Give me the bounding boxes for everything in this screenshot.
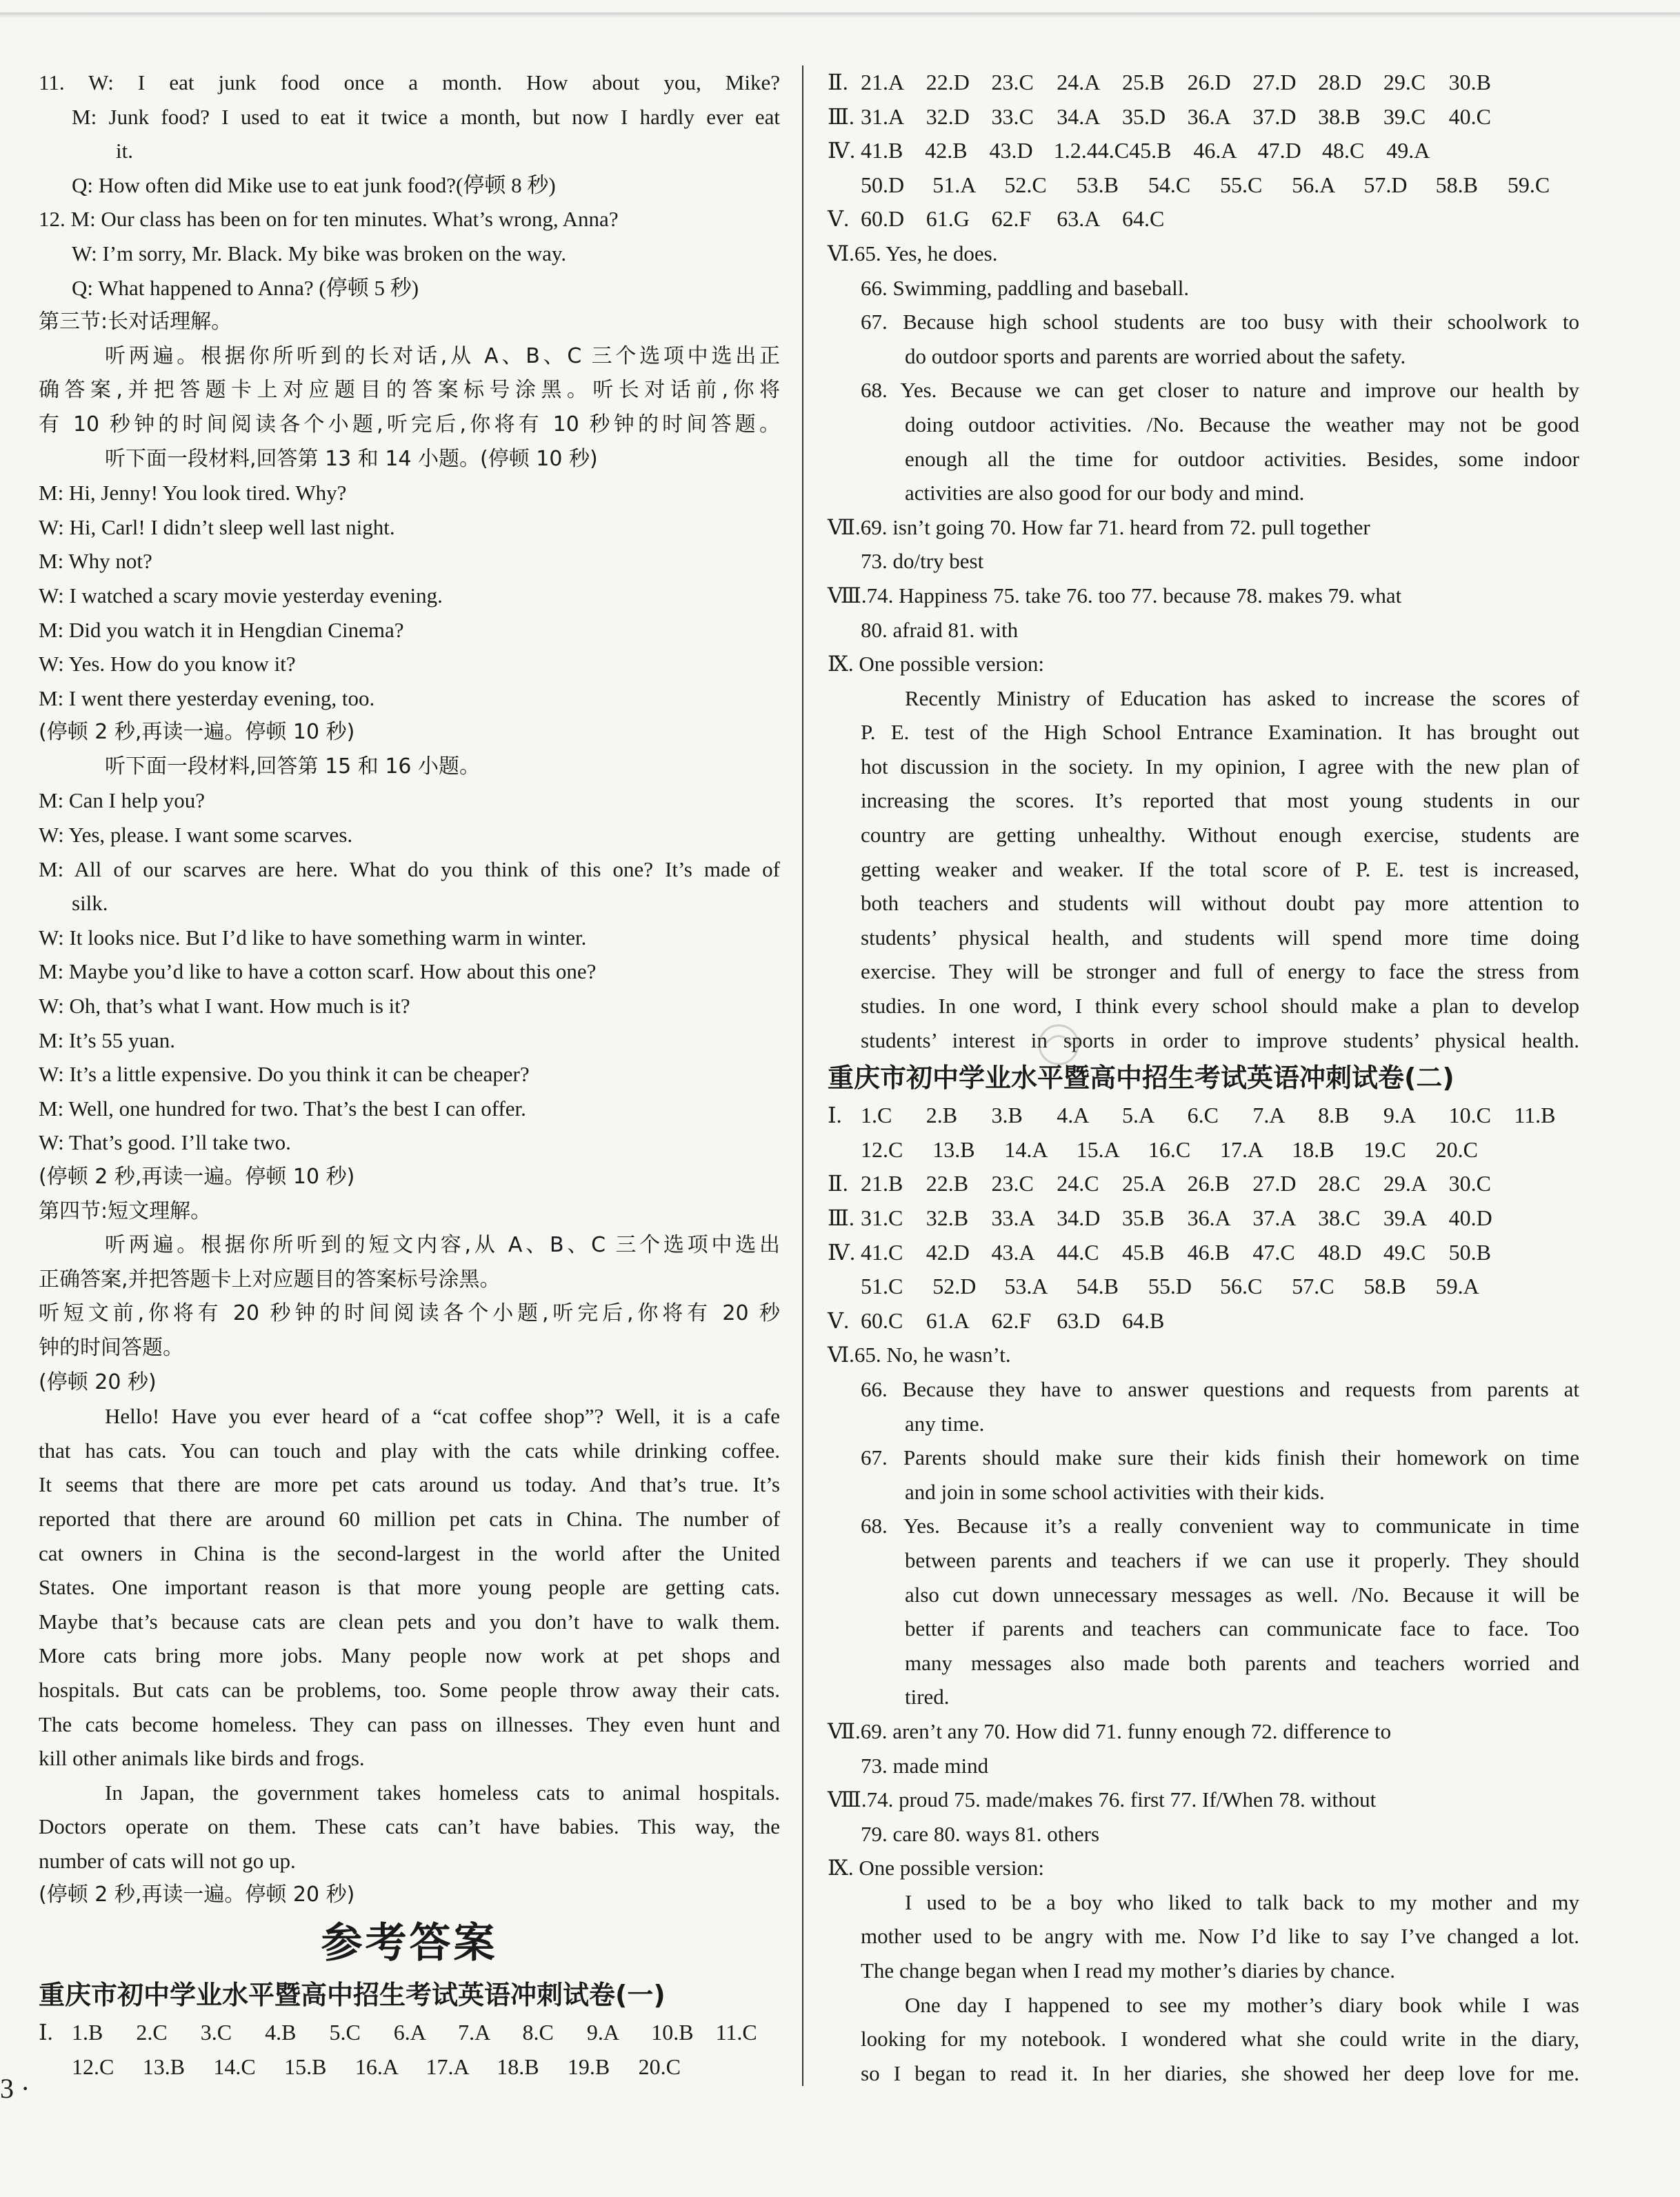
exam-1-answer-line: do outdoor sports and parents are worried about the safety. — [905, 343, 1406, 368]
exam-1-answer-line: Ⅸ. One possible version: — [828, 652, 1045, 676]
answer-cell: 63.D — [1057, 1307, 1101, 1333]
answer-cell: 52.C — [1004, 172, 1047, 197]
answer-cell: 37.D — [1252, 103, 1297, 129]
answer-cell: 24.A — [1057, 70, 1101, 94]
answer-cell-spacer — [1514, 100, 1579, 134]
exam-2-title: 重庆市初中学业水平暨高中招生考试英语冲刺试卷(二) — [828, 1063, 1454, 1094]
part-label: Ⅳ. — [828, 138, 855, 163]
transcript-line: 第四节:短文理解。 — [39, 1198, 212, 1223]
section-title: 参考答案 — [321, 1919, 498, 1968]
answer-cell: 23.C — [991, 70, 1034, 94]
answer-cell: 61.A — [926, 1307, 970, 1333]
exam-1-answer-line: 73. do/try best — [861, 549, 984, 574]
answer-cell: 35.B — [1121, 1205, 1165, 1230]
part-label: Ⅴ. — [828, 1307, 850, 1333]
answer-cell: 55.D — [1148, 1274, 1192, 1299]
transcript-line: W: It looks nice. But I’d like to have something warm in winter. — [39, 925, 587, 950]
answer-cell: 30.B — [1448, 70, 1491, 94]
transcript-line: Q: How often did Mike use to eat junk food?(停顿 8 秒) — [72, 172, 556, 197]
answer-cell: 11.B — [1514, 1103, 1556, 1128]
answer-cell: 18.B — [1292, 1136, 1334, 1162]
answer-cell: 40.C — [1448, 103, 1491, 129]
answer-cell: 48.D — [1318, 1239, 1362, 1265]
answer-cell: 17.A — [1220, 1136, 1264, 1162]
answer-cell: 27.D — [1252, 70, 1297, 94]
answer-cell: 56.C — [1220, 1274, 1263, 1299]
exam-2-answer-line: mother used to be angry with me. Now I’d like to say I’ve changed a lot. — [861, 1924, 1579, 1949]
exam-2-row — [828, 1167, 1579, 1201]
transcript-line: Q: What happened to Anna? (停顿 5 秒) — [72, 275, 419, 300]
exam-2-row — [828, 1133, 1579, 1167]
answer-cell: 43.D — [989, 138, 1033, 163]
part-label: Ⅱ. — [828, 1171, 848, 1196]
transcript-line: M: Did you watch it in Hengdian Cinema? — [39, 617, 404, 642]
answer-cell: 6.C — [1187, 1103, 1219, 1128]
transcript-line: M: Hi, Jenny! You look tired. Why? — [39, 481, 347, 505]
answer-cell: 47.C — [1252, 1239, 1295, 1265]
exam-2-answer-line: 67. Parents should make sure their kids finish their homework on time — [861, 1445, 1579, 1470]
answer-cell: 43.A — [991, 1239, 1035, 1265]
transcript-line: 第三节:长对话理解。 — [39, 310, 232, 334]
transcript-line: M: Well, one hundred for two. That’s the best I can offer. — [39, 1096, 526, 1121]
exam-2-answer-line: so I began to read it. In her diaries, she showed her deep love for me. — [861, 2060, 1579, 2085]
answer-cell: 25.B — [1121, 70, 1165, 94]
transcript-line: 正确答案,并把答题卡上对应题目的答案标号涂黑。 — [39, 1267, 501, 1292]
answer-cell-spacer — [1449, 1304, 1514, 1338]
exam-1-row — [39, 2050, 780, 2085]
exam-1-row — [828, 202, 1579, 237]
answer-cell: 13.B — [142, 2054, 186, 2079]
answer-cell-spacer — [1514, 202, 1579, 237]
transcript-line: W: I watched a scary movie yesterday evening. — [39, 583, 443, 608]
watermark-stamp — [1028, 1021, 1090, 1069]
answer-cell-spacer — [1188, 1304, 1253, 1338]
exam-1-answer-line: country are getting unhealthy. Without enough exercise, students are — [861, 823, 1579, 847]
answer-cell: 16.A — [354, 2054, 399, 2079]
exam-2-answer-line: 68. Yes. Because it’s a really convenient way to communicate in time — [861, 1514, 1579, 1538]
transcript-line: M: Why not? — [39, 549, 152, 574]
transcript-line: W: Oh, that’s what I want. How much is it? — [39, 994, 410, 1019]
answer-cell-spacer — [1318, 202, 1383, 237]
transcript-line: it. — [116, 139, 133, 163]
answer-cell: 42.B — [925, 138, 968, 163]
answer-cell: 38.B — [1318, 103, 1361, 129]
answer-cell: 48.C — [1321, 138, 1365, 163]
answer-cell-spacer — [1318, 1304, 1383, 1338]
answer-cell: 30.C — [1448, 1171, 1491, 1196]
exam-2-answer-line: The change began when I read my mother’s diaries by chance. — [861, 1958, 1395, 1983]
answer-cell: 16.C — [1148, 1136, 1191, 1162]
transcript-line: Hello! Have you ever heard of a “cat coffee shop”? Well, it is a cafe — [105, 1404, 780, 1429]
answer-cell-spacer — [1383, 202, 1449, 237]
answer-cell: 32.B — [926, 1205, 969, 1230]
answer-cell-spacer — [709, 2050, 780, 2085]
exam-1-answer-line: enough all the time for outdoor activities. Besides, some indoor — [905, 446, 1579, 471]
answer-cell: 22.B — [926, 1171, 969, 1196]
answer-cell: 45.B — [1129, 138, 1172, 163]
transcript-line: hospitals. But cats can be problems, too. Some people throw away their cats. — [39, 1677, 780, 1702]
answer-cell: 28.C — [1318, 1171, 1361, 1196]
answer-cell-spacer — [1252, 202, 1318, 237]
answer-cell: 44.C — [1057, 1239, 1099, 1265]
answer-cell: 9.A — [1383, 1103, 1416, 1128]
answer-cell: 9.A — [586, 2020, 619, 2045]
answer-cell: 49.C — [1383, 1239, 1426, 1265]
answer-cell: 36.A — [1187, 103, 1231, 129]
answer-cell: 18.B — [497, 2054, 539, 2079]
part-label: Ⅱ. — [828, 70, 848, 94]
answer-cell: 26.D — [1187, 70, 1231, 94]
answer-cell: 39.A — [1383, 1205, 1427, 1230]
transcript-line: (停顿 20 秒) — [39, 1370, 157, 1394]
exam-1-answer-line: Ⅶ.69. isn’t going 70. How far 71. heard from 72. pull together — [828, 514, 1370, 539]
transcript-line: (停顿 2 秒,再读一遍。停顿 10 秒) — [39, 1165, 355, 1189]
transcript-line: 有 10 秒钟的时间阅读各个小题,听完后,你将有 10 秒钟的时间答题。 — [39, 412, 780, 437]
transcript-line: In Japan, the government takes homeless cats to animal hospitals. — [105, 1780, 780, 1805]
exam-1-answer-line: 67. Because high school students are too busy with their schoolwork to — [861, 310, 1579, 334]
exam-1-answer-line: Ⅵ.65. Yes, he does. — [828, 241, 998, 265]
answer-cell-spacer — [1252, 1304, 1318, 1338]
answer-cell: 6.A — [393, 2020, 426, 2045]
transcript-line: W: It’s a little expensive. Do you think it can be cheaper? — [39, 1062, 530, 1087]
answer-cell: 2.B — [926, 1103, 958, 1128]
exam-1-answer-line: 66. Swimming, paddling and baseball. — [861, 275, 1190, 300]
answer-cell-spacer — [1514, 1201, 1579, 1236]
transcript-line: 听下面一段材料,回答第 13 和 14 小题。(停顿 10 秒) — [105, 446, 598, 471]
answer-cell-spacer — [1514, 1304, 1579, 1338]
answer-cell: 15.A — [1076, 1136, 1120, 1162]
exam-2-row — [828, 1304, 1579, 1338]
answer-cell: 37.A — [1252, 1205, 1297, 1230]
exam-1-answer-line: 68. Yes. Because we can get closer to nature and improve our health by — [861, 378, 1579, 403]
exam-2-row — [828, 1236, 1579, 1270]
answer-cell: 51.C — [861, 1274, 903, 1299]
transcript-line: 确答案,并把答题卡上对应题目的答案标号涂黑。听长对话前,你将 — [39, 378, 780, 403]
answer-cell-spacer — [1514, 66, 1579, 100]
answer-cell: 59.C — [1507, 172, 1550, 197]
answer-cell: 2.C — [136, 2020, 168, 2045]
answer-cell-spacer — [1188, 202, 1253, 237]
answer-cell: 4.A — [1057, 1103, 1090, 1128]
answer-cell: 64.B — [1121, 1307, 1165, 1333]
answer-cell: 14.C — [213, 2054, 256, 2079]
answer-cell-spacer — [1508, 1270, 1579, 1304]
transcript-line: M: All of our scarves are here. What do you think of this one? It’s made of — [39, 856, 780, 881]
transcript-line: W: That’s good. I’ll take two. — [39, 1130, 291, 1155]
exam-2-row — [828, 1098, 1579, 1133]
exam-1-row — [828, 66, 1579, 100]
exam-2-answer-line: 79. care 80. ways 81. others — [861, 1821, 1100, 1846]
answer-cell: 23.C — [991, 1171, 1034, 1196]
exam-1-answer-line: exercise. They will be stronger and full of energy to face the stress from — [861, 959, 1579, 984]
transcript-line: cat owners in China is the second-largest in the world after the United — [39, 1541, 780, 1565]
answer-cell: 46.A — [1193, 138, 1237, 163]
answer-cell: 57.C — [1292, 1274, 1334, 1299]
answer-cell: 41.B — [861, 138, 903, 163]
exam-2-answer-line: 73. made mind — [861, 1753, 989, 1778]
answer-cell: 62.F — [991, 1307, 1032, 1333]
transcript-line: number of cats will not go up. — [39, 1848, 296, 1873]
exam-1-answer-line: both teachers and students will without doubt pay more attention to — [861, 891, 1579, 916]
transcript-line: More cats bring more jobs. Many people now work at pet shops and — [39, 1643, 780, 1668]
answer-cell: 1.2.44.C — [1053, 138, 1130, 163]
answer-cell: 33.C — [991, 103, 1034, 129]
transcript-line: W: Yes. How do you know it? — [39, 652, 296, 676]
transcript-line: M: I went there yesterday evening, too. — [39, 685, 375, 710]
answer-cell: 59.A — [1435, 1274, 1479, 1299]
transcript-line: reported that there are around 60 million pet cats in China. The number of — [39, 1506, 780, 1531]
answer-cell: 40.D — [1448, 1205, 1492, 1230]
exam-1-answer-line: 80. afraid 81. with — [861, 617, 1019, 642]
exam-2-answer-line: many messages also made both parents and teachers worried and — [905, 1650, 1579, 1675]
answer-cell: 20.C — [1435, 1136, 1478, 1162]
exam-2-answer-line: Ⅷ.74. proud 75. made/makes 76. first 77. If/When 78. without — [828, 1787, 1377, 1812]
answer-cell-spacer — [1514, 1167, 1579, 1201]
answer-cell: 53.A — [1004, 1274, 1048, 1299]
answer-cell: 26.B — [1187, 1171, 1230, 1196]
answer-cell: 60.D — [861, 206, 905, 232]
page-number: 3 · — [0, 2073, 30, 2104]
transcript-line: W: I’m sorry, Mr. Black. My bike was broken on the way. — [72, 241, 567, 265]
exam-2-answer-line: between parents and teachers if we can use it properly. They should — [905, 1547, 1579, 1572]
exam-1-answer-line: studies. In one word, I think every school should make a plan to develop — [861, 994, 1579, 1019]
exam-2-answer-line: better if parents and teachers can communicate face to face. Too — [905, 1616, 1579, 1641]
answer-cell: 13.B — [932, 1136, 975, 1162]
answer-cell: 8.C — [522, 2020, 554, 2045]
transcript-line: M: Maybe you’d like to have a cotton scarf. How about this one? — [39, 959, 597, 984]
answer-cell: 10.C — [1448, 1103, 1491, 1128]
transcript-line: that has cats. You can touch and play with the cats while drinking coffee. — [39, 1438, 780, 1463]
answer-cell: 41.C — [861, 1239, 903, 1265]
answer-cell: 34.A — [1057, 103, 1101, 129]
transcript-line: W: Yes, please. I want some scarves. — [39, 823, 353, 847]
answer-cell: 61.G — [926, 206, 970, 232]
answer-cell-spacer — [1383, 1304, 1449, 1338]
transcript-line: 11. W: I eat junk food once a month. How about you, Mike? — [39, 70, 780, 94]
answer-cell: 54.B — [1076, 1274, 1119, 1299]
exam-1-row — [828, 168, 1579, 203]
exam-2-answer-line: also cut down unnecessary messages as well. /No. Because it will be — [905, 1582, 1579, 1607]
part-label: Ⅴ. — [828, 206, 850, 232]
part-label: Ⅲ. — [828, 1205, 854, 1230]
exam-2-row — [828, 1201, 1579, 1236]
answer-cell: 45.B — [1121, 1239, 1165, 1265]
answer-cell: 52.D — [932, 1274, 977, 1299]
exam-1-answer-line: students’ interest in sports in order to improve students’ physical health. — [861, 1027, 1579, 1052]
exam-2-answer-line: Ⅸ. One possible version: — [828, 1856, 1045, 1880]
answer-cell: 64.C — [1121, 206, 1165, 232]
exam-1-answer-line: Recently Ministry of Education has asked to increase the scores of — [905, 685, 1579, 710]
answer-cell: 24.C — [1057, 1171, 1099, 1196]
exam-1-answer-line: P. E. test of the High School Entrance Examination. It has brought out — [861, 720, 1579, 745]
answer-cell: 7.A — [1252, 1103, 1286, 1128]
listening-transcript — [39, 66, 780, 1912]
answer-cell: 14.A — [1004, 1136, 1048, 1162]
answer-cell: 5.A — [1121, 1103, 1155, 1128]
answer-cell: 29.C — [1383, 70, 1426, 94]
exam-1-answer-grid-cont — [828, 66, 1579, 237]
exam-1-written-answers — [828, 237, 1579, 1057]
answer-cell: 29.A — [1383, 1171, 1427, 1196]
answer-cell: 32.D — [926, 103, 970, 129]
answer-cell: 50.B — [1448, 1239, 1491, 1265]
answer-cell-spacer — [1508, 1133, 1579, 1167]
answer-cell: 27.D — [1252, 1171, 1297, 1196]
exam-1-answer-line: hot discussion in the society. In my opinion, I agree with the new plan of — [861, 754, 1579, 779]
column-divider — [802, 66, 803, 2086]
answer-cell: 62.F — [991, 206, 1032, 232]
answer-cell: 12.C — [72, 2054, 114, 2079]
part-label: Ⅲ. — [828, 103, 854, 129]
answer-cell: 57.D — [1363, 172, 1408, 197]
exam-1-answer-line: doing outdoor activities. /No. Because the weather may not be good — [905, 412, 1579, 437]
part-label: Ⅰ. — [39, 2020, 53, 2045]
answer-cell: 34.D — [1057, 1205, 1101, 1230]
exam-1-answer-line: increasing the scores. It’s reported that most young students in our — [861, 788, 1579, 813]
transcript-line: Maybe that’s because cats are clean pets and you don’t have to walk them. — [39, 1609, 780, 1634]
answer-cell: 55.C — [1220, 172, 1263, 197]
answer-cell: 1.C — [861, 1103, 892, 1128]
answer-cell: 39.C — [1383, 103, 1426, 129]
exam-2-row — [828, 1270, 1579, 1304]
exam-2-answer-line: looking for my notebook. I wondered what she could write in the diary, — [861, 2027, 1579, 2051]
transcript-line: W: Hi, Carl! I didn’t sleep well last night. — [39, 514, 395, 539]
answer-cell: 19.B — [567, 2054, 610, 2079]
transcript-line: (停顿 2 秒,再读一遍。停顿 20 秒) — [39, 1883, 355, 1907]
answer-cell: 10.B — [651, 2020, 694, 2045]
answer-cell: 3.C — [200, 2020, 232, 2045]
answer-cell: 22.D — [926, 70, 970, 94]
transcript-line: M: It’s 55 yuan. — [39, 1027, 176, 1052]
answer-cell: 21.A — [861, 70, 905, 94]
answer-cell-spacer — [1515, 134, 1579, 168]
exam-2-answer-line: Ⅵ.65. No, he wasn’t. — [828, 1343, 1011, 1367]
transcript-line: 12. M: Our class has been on for ten minutes. What’s wrong, Anna? — [39, 207, 619, 232]
part-label: Ⅳ. — [828, 1239, 855, 1265]
answer-cell: 19.C — [1363, 1136, 1406, 1162]
answer-cell: 60.C — [861, 1307, 903, 1333]
answer-cell: 50.D — [861, 172, 905, 197]
answer-cell: 3.B — [991, 1103, 1023, 1128]
answer-cell: 35.D — [1121, 103, 1166, 129]
answer-cell: 56.A — [1292, 172, 1336, 197]
exam-2-answer-line: One day I happened to see my mother’s diary book while I was — [905, 1992, 1579, 2017]
exam-2-answer-line: any time. — [905, 1411, 985, 1436]
left-column — [39, 66, 780, 2084]
exam-1-answer-line: Ⅷ.74. Happiness 75. take 76. too 77. because 78. makes 79. what — [828, 583, 1402, 608]
transcript-line: M: Junk food? I used to eat it twice a month, but now I hardly ever eat — [72, 104, 780, 129]
answer-cell-spacer — [1449, 202, 1514, 237]
transcript-line: 听下面一段材料,回答第 15 和 16 小题。 — [105, 754, 481, 779]
answer-cell: 54.C — [1148, 172, 1191, 197]
answer-cell: 7.A — [458, 2020, 491, 2045]
answer-cell: 38.C — [1318, 1205, 1361, 1230]
exam-1-title: 重庆市初中学业水平暨高中招生考试英语冲刺试卷(一) — [39, 1980, 666, 2011]
answer-cell-spacer — [1450, 134, 1514, 168]
answer-cell: 20.C — [638, 2054, 681, 2079]
answer-cell: 58.B — [1363, 1274, 1406, 1299]
answer-cell: 1.B — [72, 2020, 103, 2045]
answer-cell: 4.B — [265, 2020, 297, 2045]
exam-1-answer-line: students’ physical health, and students will spend more time doing — [861, 925, 1579, 950]
exam-1-row — [828, 100, 1579, 134]
answer-cell: 31.A — [861, 103, 905, 129]
transcript-line: 听两遍。根据你所听到的长对话,从 A、B、C 三个选项中选出正 — [105, 343, 780, 368]
exam-1-row — [39, 2016, 780, 2050]
answer-cell: 51.A — [932, 172, 977, 197]
transcript-line: 钟的时间答题。 — [39, 1335, 183, 1360]
answer-cell: 21.B — [861, 1171, 903, 1196]
answer-cell: 25.A — [1121, 1171, 1166, 1196]
top-edge-shadow — [0, 12, 1680, 18]
answer-cell: 53.B — [1076, 172, 1119, 197]
answer-cell: 11.C — [715, 2020, 757, 2045]
transcript-line: States. One important reason is that more young people are getting cats. — [39, 1575, 780, 1600]
answer-cell: 28.D — [1318, 70, 1362, 94]
transcript-line: 听两遍。根据你所听到的短文内容,从 A、B、C 三个选项中选出 — [105, 1233, 780, 1258]
transcript-line: M: Can I help you? — [39, 788, 206, 813]
answer-cell: 31.C — [861, 1205, 903, 1230]
answer-cell: 33.A — [991, 1205, 1035, 1230]
exam-2-answer-line: 66. Because they have to answer questions and requests from parents at — [861, 1376, 1579, 1401]
exam-2-written-answers — [828, 1338, 1579, 2090]
answer-cell-spacer — [1514, 1236, 1579, 1270]
exam-1-row — [828, 134, 1579, 168]
exam-1-answer-line: getting weaker and weaker. If the total score of P. E. test is increased, — [861, 856, 1579, 881]
transcript-line: Doctors operate on them. These cats can’t have babies. This way, the — [39, 1814, 780, 1839]
right-column — [828, 66, 1579, 2090]
answer-cell: 12.C — [861, 1136, 903, 1162]
answer-cell: 5.C — [329, 2020, 361, 2045]
transcript-line: The cats become homeless. They can pass on illnesses. They even hunt and — [39, 1712, 780, 1736]
answer-cell: 58.B — [1435, 172, 1478, 197]
answer-cell: 47.D — [1257, 138, 1301, 163]
exam-2-answer-line: tired. — [905, 1685, 950, 1709]
answer-cell: 15.B — [284, 2054, 327, 2079]
answer-cell: 63.A — [1057, 206, 1101, 232]
transcript-line: It seems that there are more pet cats around us today. And that’s true. It’s — [39, 1472, 780, 1497]
transcript-line: silk. — [72, 891, 108, 916]
answer-cell: 49.A — [1386, 138, 1430, 163]
exam-2-answer-line: I used to be a boy who liked to talk back to my mother and my — [905, 1889, 1579, 1914]
answer-cell: 46.B — [1187, 1239, 1230, 1265]
answer-cell: 17.A — [426, 2054, 470, 2079]
answer-cell: 8.B — [1318, 1103, 1350, 1128]
transcript-line: kill other animals like birds and frogs. — [39, 1746, 365, 1771]
exam-2-answer-grid — [828, 1098, 1579, 1338]
exam-1-answer-grid — [39, 2016, 780, 2084]
exam-2-answer-line: and join in some school activities with their kids. — [905, 1479, 1325, 1504]
exam-1-answer-line: activities are also good for our body and mind. — [905, 481, 1305, 505]
answer-cell: 42.D — [926, 1239, 970, 1265]
answer-cell: 36.A — [1187, 1205, 1231, 1230]
transcript-line: (停顿 2 秒,再读一遍。停顿 10 秒) — [39, 720, 355, 745]
exam-2-answer-line: Ⅶ.69. aren’t any 70. How did 71. funny enough 72. difference to — [828, 1718, 1392, 1743]
transcript-line: 听短文前,你将有 20 秒钟的时间阅读各个小题,听完后,你将有 20 秒 — [39, 1301, 780, 1326]
part-label: Ⅰ. — [828, 1103, 842, 1128]
